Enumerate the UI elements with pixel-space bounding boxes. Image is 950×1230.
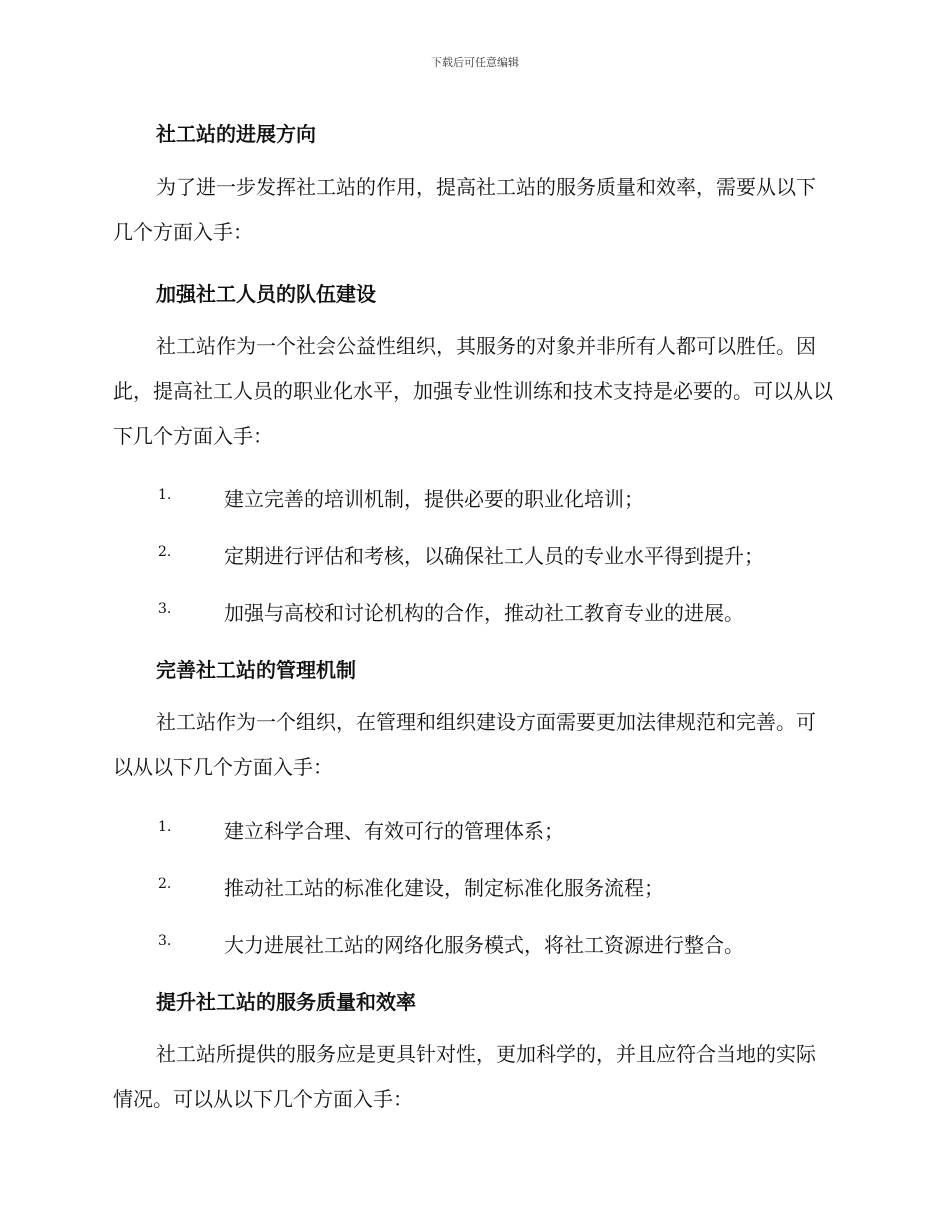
paragraph: 社工站作为一个社会公益性组织，其服务的对象并非所有人都可以胜任。因此，提高社工人员的职业化水平，加强专业性训练和技术支持是必要的。可以从以下几个方面入手： bbox=[113, 334, 833, 448]
list-number: 2. bbox=[158, 544, 172, 560]
section-heading: 社工站的进展方向 bbox=[156, 122, 316, 146]
list-text: 定期进行评估和考核，以确保社工人员的专业水平得到提升； bbox=[224, 544, 764, 568]
list-text: 推动社工站的标准化建设，制定标准化服务流程； bbox=[224, 876, 664, 900]
list-number: 2. bbox=[158, 876, 172, 892]
paragraph: 社工站所提供的服务应是更具针对性，更加科学的，并且应符合当地的实际情况。可以从以下几个方面入手： bbox=[113, 1042, 816, 1111]
list-number: 1. bbox=[158, 487, 172, 503]
list-text: 建立完善的培训机制，提供必要的职业化培训； bbox=[224, 487, 644, 511]
page-header: 下载后可任意编辑 bbox=[431, 56, 519, 69]
paragraph: 社工站作为一个组织，在管理和组织建设方面需要更加法律规范和完善。可以从以下几个方面入手： bbox=[113, 710, 816, 779]
list-text: 建立科学合理、有效可行的管理体系； bbox=[224, 819, 564, 843]
paragraph: 为了进一步发挥社工站的作用，提高社工站的服务质量和效率，需要从以下几个方面入手： bbox=[113, 175, 816, 244]
list-text: 大力进展社工站的网络化服务模式，将社工资源进行整合。 bbox=[224, 933, 744, 957]
list-text: 加强与高校和讨论机构的合作，推动社工教育专业的进展。 bbox=[224, 601, 744, 625]
section-heading: 完善社工站的管理机制 bbox=[156, 658, 356, 682]
list-number: 1. bbox=[158, 819, 172, 835]
list-number: 3. bbox=[158, 601, 172, 617]
section-heading: 加强社工人员的队伍建设 bbox=[156, 282, 376, 306]
section-heading: 提升社工站的服务质量和效率 bbox=[156, 990, 416, 1014]
list-number: 3. bbox=[158, 933, 172, 949]
